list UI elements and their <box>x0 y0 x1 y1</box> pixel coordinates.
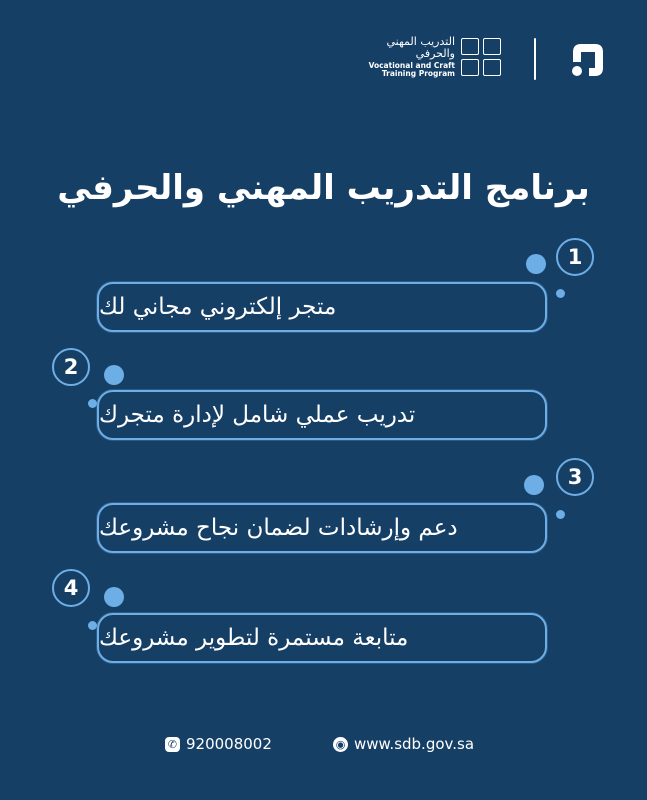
item-2-number-badge <box>52 348 90 386</box>
program-logo-english-line2: Training Program <box>381 69 455 78</box>
footer-website[interactable] <box>333 735 474 753</box>
item-1-number-badge <box>556 238 594 276</box>
item-3-number: 3 <box>567 465 583 489</box>
decor-dot <box>526 254 546 274</box>
decor-dot <box>88 621 97 630</box>
item-1-number: 1 <box>567 245 583 269</box>
item-3-pill <box>97 503 547 553</box>
header <box>0 28 647 88</box>
item-2-text: تدريب عملي شامل لإدارة متجرك <box>99 402 416 428</box>
program-logo <box>360 36 505 82</box>
item-4-pill <box>97 613 547 663</box>
item-2-number: 2 <box>63 355 79 379</box>
item-3-number-badge <box>556 458 594 496</box>
program-logo-english <box>360 62 455 78</box>
program-logo-english-line1: Vocational and Craft <box>368 61 455 70</box>
item-1-pill <box>97 282 547 332</box>
item-4-text: متابعة مستمرة لتطوير مشروعك <box>99 625 409 651</box>
footer-website-text: www.sdb.gov.sa <box>354 735 475 753</box>
list-item-3 <box>0 455 647 565</box>
item-4-number-badge <box>52 569 90 607</box>
list-item-4 <box>0 567 647 677</box>
decor-dot <box>104 365 124 385</box>
item-3-text: دعم وإرشادات لضمان نجاح مشروعك <box>99 515 458 541</box>
decor-dot <box>104 587 124 607</box>
list-item-1 <box>0 232 647 342</box>
list-item-2 <box>0 345 647 455</box>
header-divider <box>534 38 536 80</box>
item-2-pill <box>97 390 547 440</box>
footer <box>0 735 647 761</box>
globe-icon: ◉ <box>333 737 348 752</box>
footer-phone[interactable] <box>165 735 272 753</box>
sdb-logo-icon <box>565 38 609 82</box>
decor-dot <box>88 399 97 408</box>
decor-dot <box>524 475 544 495</box>
page-title: برنامج التدريب المهني والحرفي <box>57 168 590 208</box>
item-4-number: 4 <box>63 576 79 600</box>
program-logo-arabic: التدريب المهني والحرفي <box>386 35 455 60</box>
decor-dot <box>556 510 565 519</box>
footer-phone-text: 920008002 <box>186 735 272 753</box>
phone-icon: ✆ <box>165 737 180 752</box>
item-1-text: متجر إلكتروني مجاني لك <box>99 294 337 320</box>
program-logo-grid-icon <box>461 38 505 78</box>
decor-dot <box>556 289 565 298</box>
